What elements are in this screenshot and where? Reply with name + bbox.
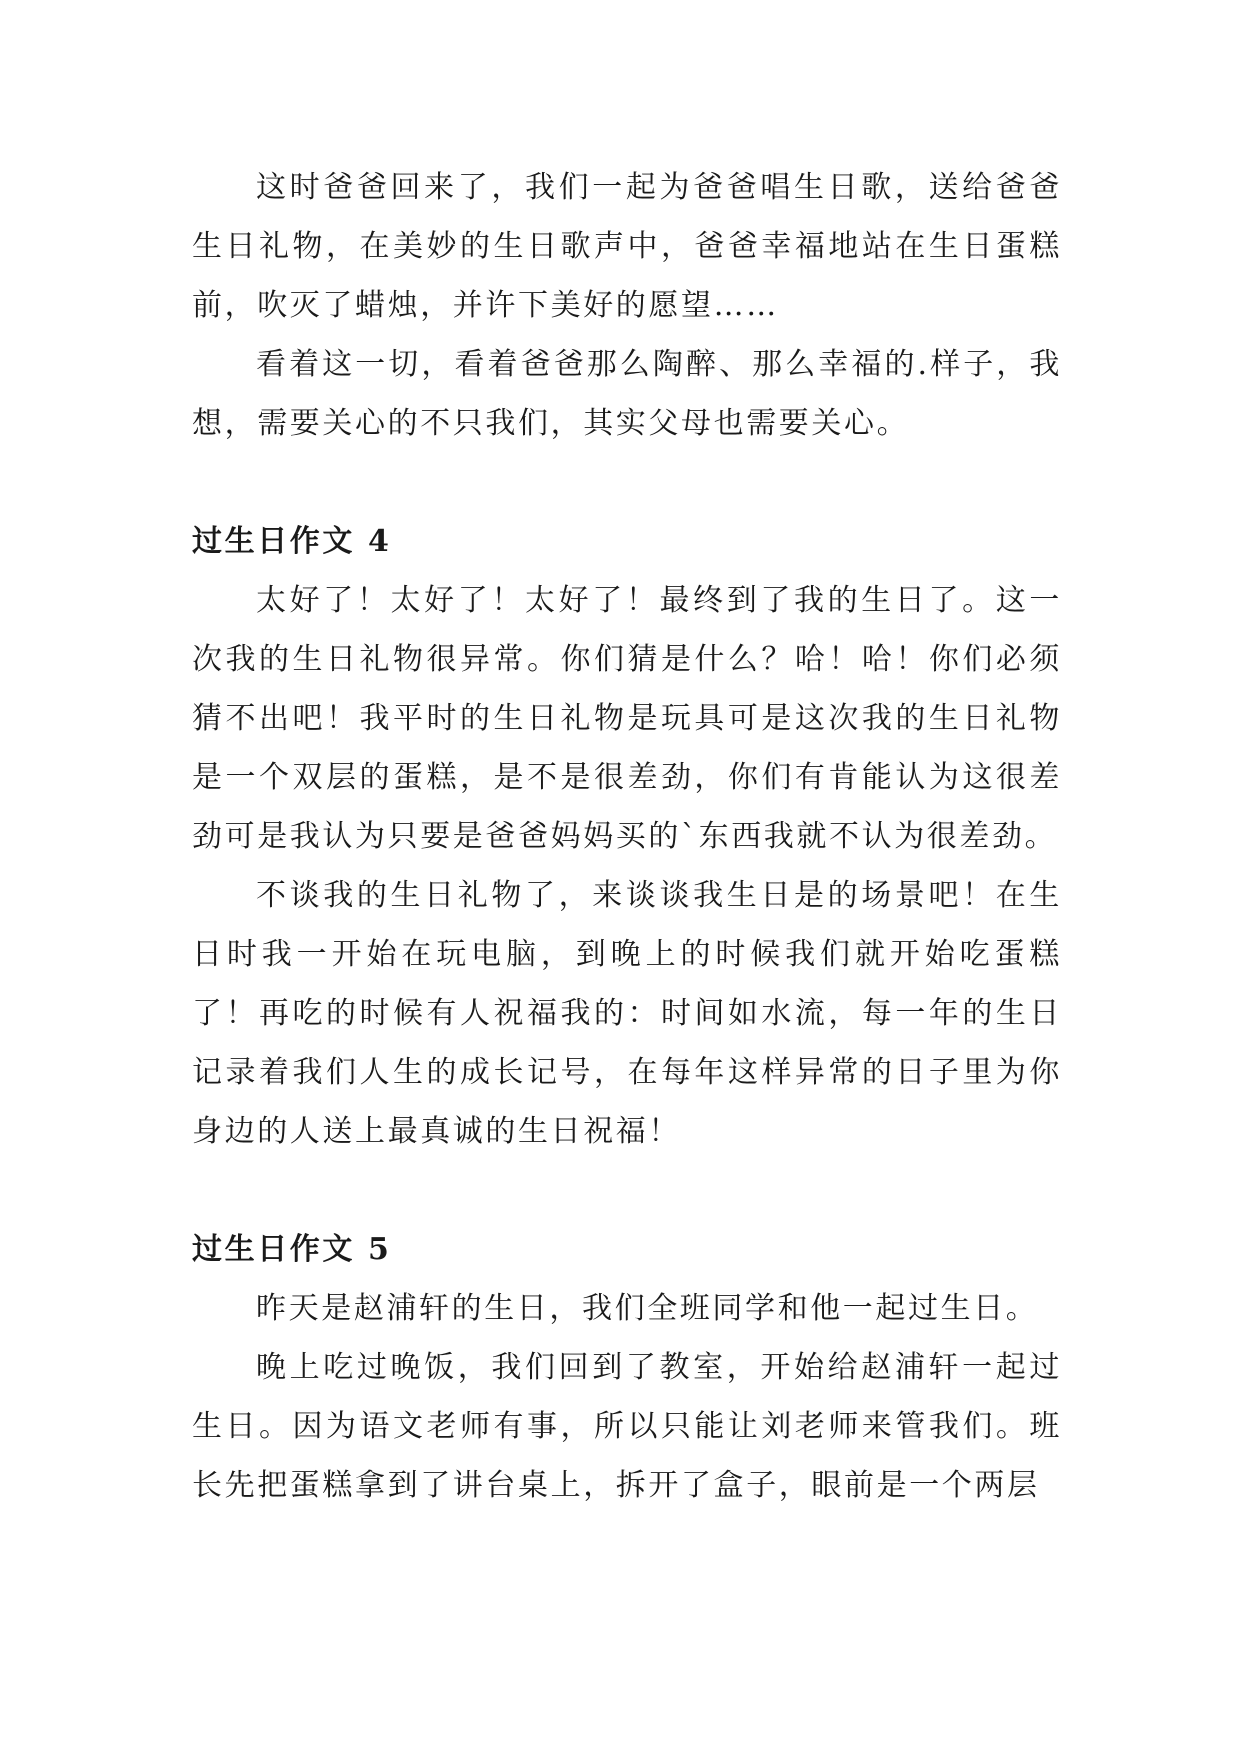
paragraph: 晚上吃过晚饭，我们回到了教室，开始给赵浦轩一起过生日。因为语文老师有事，所以只能让刘老师来管我们。班长先把蛋糕拿到了讲台桌上，拆开了盒子，眼前是一个两层 [192,1350,1062,1503]
section-heading: 过生日作文 4 [192,524,392,559]
paragraph: 不谈我的生日礼物了，来谈谈我生日是的场景吧！在生日时我一开始在玩电脑，到晚上的时候我们就开始吃蛋糕了！再吃的时候有人祝福我的：时间如水流，每一年的生日记录着我们人生的成长记号，在每年这样异常的日子里为你身边的人送上最真诚的生日祝福！ [192,878,1062,1149]
paragraph: 昨天是赵浦轩的生日，我们全班同学和他一起过生日。 [256,1291,1039,1326]
section-essay-4 [192,512,1062,1161]
section-essay-5 [192,1220,1062,1515]
section-spacer [192,1161,1062,1220]
section-continued [192,158,1062,453]
text-column [192,158,1062,1515]
paragraph: 看着这一切，看着爸爸那么陶醉、那么幸福的.样子，我想，需要关心的不只我们，其实父母也需要关心。 [192,347,1062,441]
section-spacer [192,453,1062,512]
section-heading: 过生日作文 5 [192,1232,392,1267]
paragraph: 太好了！太好了！太好了！最终到了我的生日了。这一次我的生日礼物很异常。你们猜是什么？哈！哈！你们必须猜不出吧！我平时的生日礼物是玩具可是这次我的生日礼物是一个双层的蛋糕，是不是很差劲，你们有肯能认为这很差劲可是我认为只要是爸爸妈妈买的`东西我就不认为很差劲。 [192,583,1062,854]
paragraph: 这时爸爸回来了，我们一起为爸爸唱生日歌，送给爸爸生日礼物，在美妙的生日歌声中，爸爸幸福地站在生日蛋糕前，吹灭了蜡烛，并许下美好的愿望…… [192,170,1062,323]
